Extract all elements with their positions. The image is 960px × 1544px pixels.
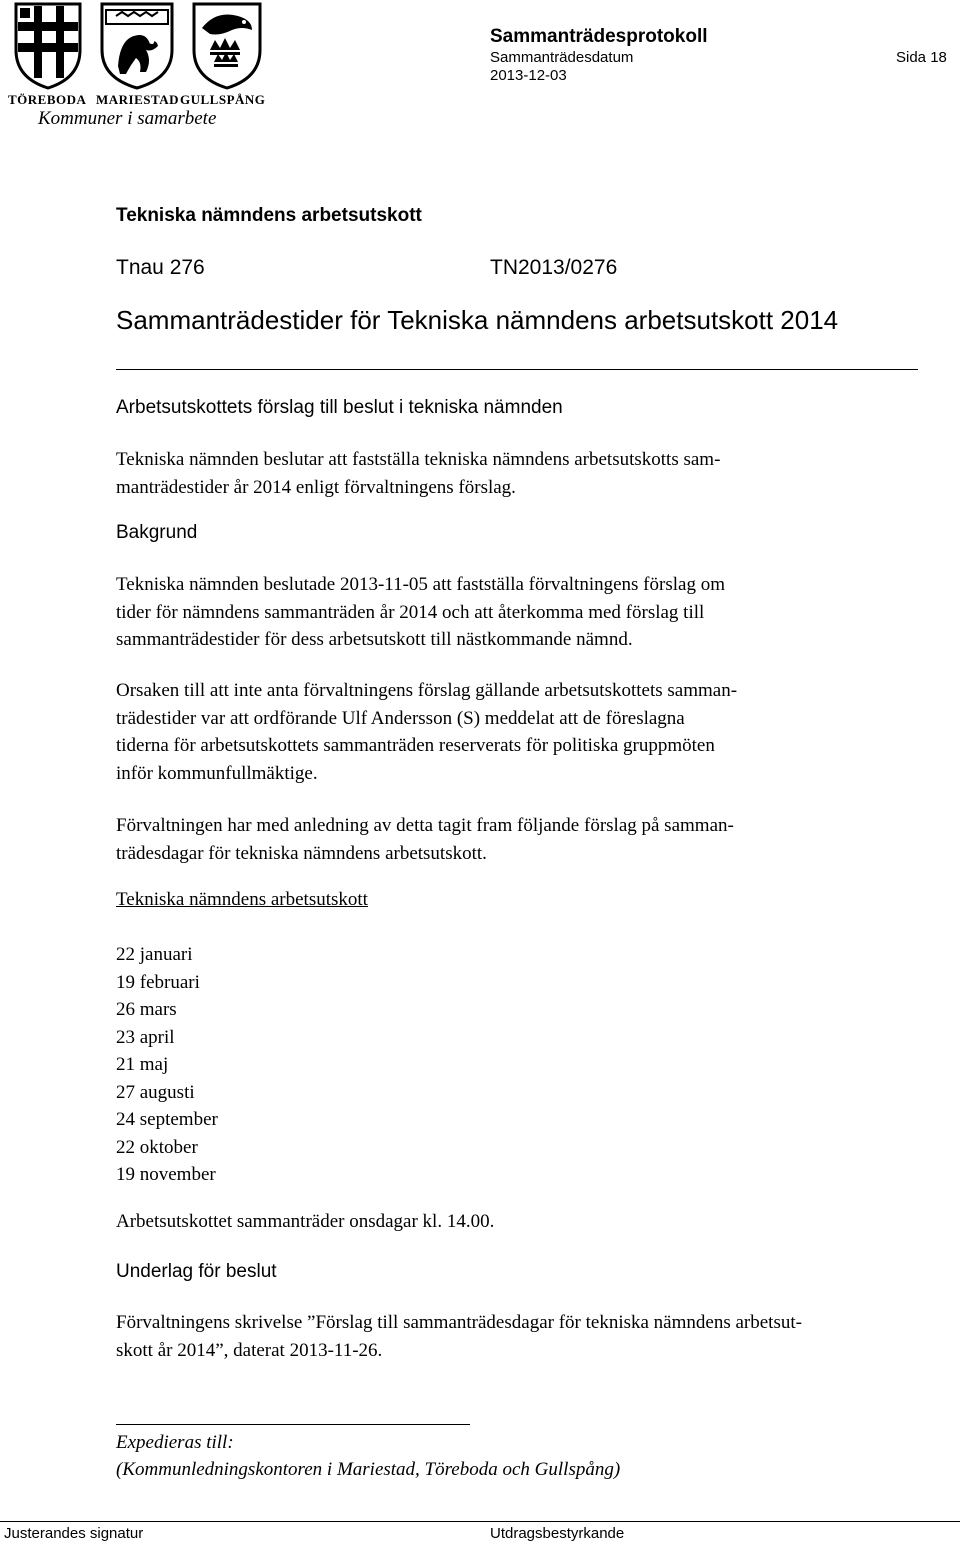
extract-label: Utdragsbestyrkande bbox=[490, 1525, 625, 1542]
paragraph-line: trädesdagar för tekniska nämndens arbetsutskott. bbox=[116, 842, 487, 864]
committee-heading: Tekniska nämndens arbetsutskott bbox=[116, 205, 422, 226]
paragraph-line: inför kommunfullmäktige. bbox=[116, 762, 318, 784]
meeting-date: 2013-12-03 bbox=[490, 67, 567, 84]
mariestad-shield-icon bbox=[102, 4, 172, 88]
paragraph-line: skott år 2014”, daterat 2013-11-26. bbox=[116, 1339, 383, 1361]
mariestad-label: MARIESTAD bbox=[96, 92, 179, 107]
paragraph-line: sammanträdestider för dess arbetsutskott till nästkommande nämnd. bbox=[116, 629, 633, 650]
proposal-text bbox=[116, 446, 916, 501]
gullspang-shield-icon bbox=[194, 4, 260, 88]
dispatch-divider bbox=[116, 1424, 470, 1425]
coat-of-arms-icon bbox=[6, 0, 262, 92]
municipalities-logo bbox=[6, 0, 266, 134]
protocol-title: Sammanträdesprotokoll bbox=[490, 26, 708, 47]
signature-label: Justerandes signatur bbox=[4, 1525, 144, 1542]
page-number: Sida 18 bbox=[896, 49, 947, 66]
paragraph-line: Förvaltningens skrivelse ”Förslag till sammanträdesdagar för tekniska nämndens arbetsut- bbox=[116, 1312, 802, 1333]
background-heading: Bakgrund bbox=[116, 522, 198, 543]
toreboda-shield-icon bbox=[16, 4, 80, 88]
proposal-heading: Arbetsutskottets förslag till beslut i tekniska nämnden bbox=[116, 397, 563, 418]
proposal-line: manträdestider år 2014 enligt förvaltningens förslag. bbox=[116, 476, 516, 498]
list-item: 26 mars bbox=[116, 999, 177, 1020]
case-reference: TN2013/0276 bbox=[490, 256, 618, 279]
dispatch-recipients: (Kommunledningskontoren i Mariestad, Töreboda och Gullspång) bbox=[116, 1459, 621, 1480]
meeting-dates-list bbox=[116, 941, 916, 1189]
list-item: 23 april bbox=[116, 1026, 175, 1048]
list-item: 22 oktober bbox=[116, 1136, 198, 1158]
paragraph-line: Orsaken till att inte anta förvaltningens förslag gällande arbetsutskottets samman- bbox=[116, 680, 738, 701]
paragraph-line: tiderna för arbetsutskottets sammanträden reserverats för politiska gruppmöten bbox=[116, 735, 715, 756]
list-item: 21 maj bbox=[116, 1054, 169, 1075]
basis-text bbox=[116, 1309, 916, 1364]
background-paragraph-1 bbox=[116, 571, 916, 654]
case-number: Tnau 276 bbox=[116, 256, 205, 279]
footer-divider bbox=[0, 1521, 960, 1522]
toreboda-label: TÖREBODA bbox=[8, 92, 87, 107]
proposal-line: Tekniska nämnden beslutar att fastställa tekniska nämndens arbetsutskotts sam- bbox=[116, 449, 721, 470]
list-item: 24 september bbox=[116, 1109, 218, 1130]
document-title: Sammanträdestider för Tekniska nämndens arbetsutskott 2014 bbox=[116, 305, 839, 335]
paragraph-line: Tekniska nämnden beslutade 2013-11-05 att fastställa förvaltningens förslag om bbox=[116, 574, 725, 595]
paragraph-line: Förvaltningen har med anledning av detta tagit fram följande förslag på samman- bbox=[116, 815, 734, 836]
meeting-date-label: Sammanträdesdatum bbox=[490, 49, 634, 66]
list-item: 22 januari bbox=[116, 944, 193, 965]
title-divider bbox=[116, 369, 918, 370]
background-paragraph-2 bbox=[116, 677, 916, 787]
meeting-time: Arbetsutskottet sammanträder onsdagar kl. 14.00. bbox=[116, 1211, 495, 1232]
gullspang-label: GULLSPÅNG bbox=[180, 92, 266, 107]
background-paragraph-3 bbox=[116, 812, 916, 867]
list-item: 19 februari bbox=[116, 971, 200, 993]
basis-heading: Underlag för beslut bbox=[116, 1261, 277, 1282]
logo-tagline: Kommuner i samarbete bbox=[38, 108, 217, 129]
paragraph-line: trädestider var att ordförande Ulf Andersson (S) meddelat att de föreslagna bbox=[116, 707, 685, 729]
paragraph-line: tider för nämndens sammanträden år 2014 och att återkomma med förslag till bbox=[116, 601, 705, 623]
list-item: 27 augusti bbox=[116, 1081, 195, 1103]
list-item: 19 november bbox=[116, 1164, 216, 1185]
dates-heading: Tekniska nämndens arbetsutskott bbox=[116, 889, 368, 910]
dispatch-label: Expedieras till: bbox=[116, 1432, 234, 1453]
